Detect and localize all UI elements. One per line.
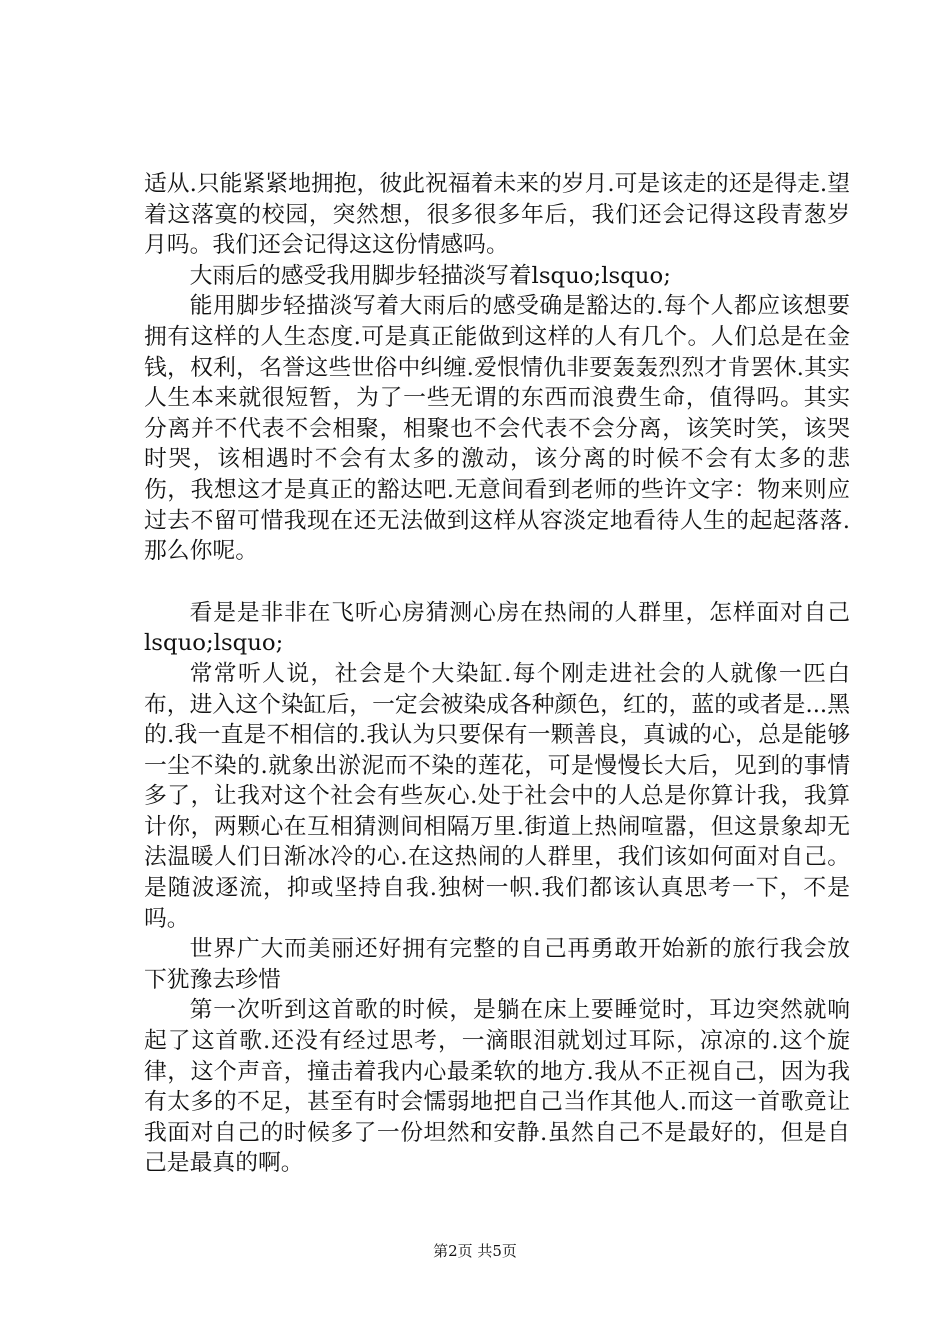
paragraph-song: 第一次听到这首歌的时候，是躺在床上要睡觉时，耳边突然就响起了这首歌.还没有经过思考，一滴眼泪就划过耳际，凉凉的.这个旋律，这个声音，撞击着我内心最柔软的地方.我从不正视自己，因为我有太多的不足，甚至有时会懦弱地把自己当作其他人.而这一首歌竟让我面对自己的时候多了一份坦然和安静.虽然自己不是最好的，但是自己是最真的啊。 xyxy=(144,997,850,1177)
paragraph-lyric: 世界广大而美丽还好拥有完整的自己再勇敢开始新的旅行我会放下犹豫去珍惜 xyxy=(144,936,850,993)
paragraph-society: 常常听人说，社会是个大染缸.每个刚走进社会的人就像一匹白布，进入这个染缸后，一定会被染成各种颜色，红的，蓝的或者是...黑的.我一直是不相信的.我认为只要保有一颗善良，真诚的心，总是能够一尘不染的.就象出淤泥而不染的莲花，可是慢慢长大后，见到的事情多了，让我对这个社会有些灰心.处于社会中的人总是你算计我，我算计你，两颗心在互相猜测间相隔万里.街道上热闹喧嚣，但这景象却无法温暖人们日渐冰冷的心.在这热闹的人群里，我们该如何面对自己。是随波逐流，抑或坚持自我.独树一帜.我们都该认真思考一下，不是吗。 xyxy=(144,660,850,932)
document-body xyxy=(144,169,850,1179)
paragraph-continued: 适从.只能紧紧地拥抱，彼此祝福着未来的岁月.可是该走的还是得走.望着这落寞的校园，突然想，很多很多年后，我们还会记得这段青葱岁月吗。我们还会记得这这份情感吗。 xyxy=(144,171,850,259)
page-number: 第2页 共5页 xyxy=(433,1242,517,1260)
paragraph-gap xyxy=(144,567,850,598)
paragraph-broad-minded: 能用脚步轻描淡写着大雨后的感受确是豁达的.每个人都应该想要拥有这样的人生态度.可是真正能做到这样的人有几个。人们总是在金钱，权利，名誉这些世俗中纠缠.爱恨情仇非要轰轰烈烈才肯罢休.其实人生本来就很短暂，为了一些无谓的东西而浪费生命，值得吗。其实分离并不代表不会相聚，相聚也不会代表不会分离，该笑时笑，该哭时哭，该相遇时不会有太多的激动，该分离的时候不会有太多的悲伤，我想这才是真正的豁达吧.无意间看到老师的些许文字：物来则应过去不留可惜我现在还无法做到这样从容淡定地看待人生的起起落落.那么你呢。 xyxy=(144,293,850,565)
paragraph-heading-crowd: 看是是非非在飞听心房猜测心房在热闹的人群里，怎样面对自己lsquo;lsquo; xyxy=(144,599,850,657)
paragraph-heading-rain: 大雨后的感受我用脚步轻描淡写着lsquo;lsquo; xyxy=(189,262,671,289)
